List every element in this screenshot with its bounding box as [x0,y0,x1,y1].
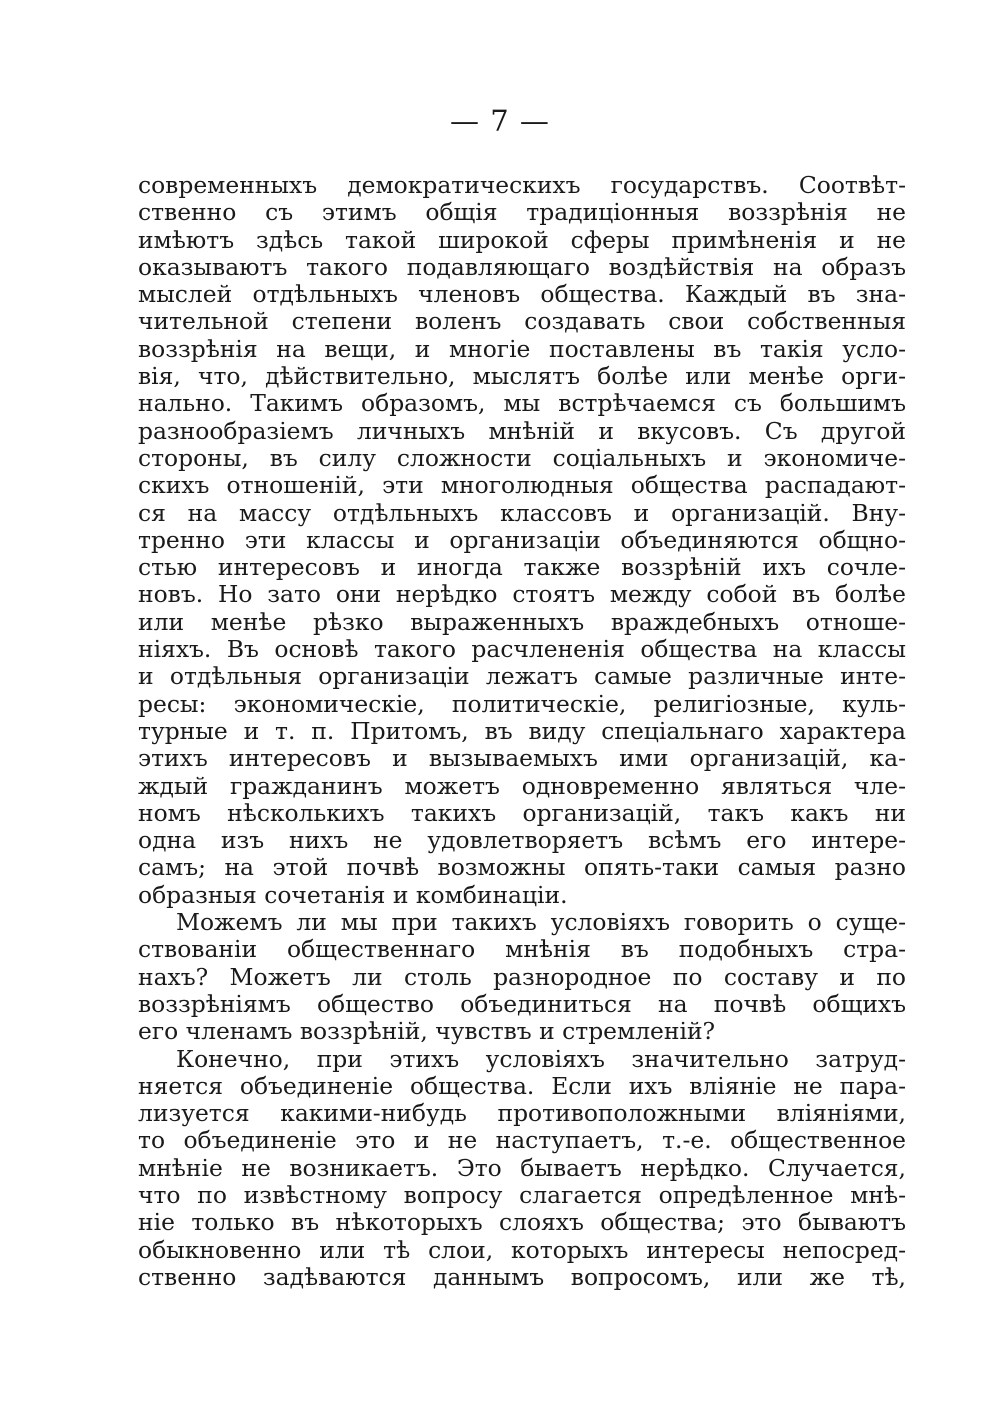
text-line: что по извѣстному вопросу слагается опредѣленное мнѣ- [138,1180,906,1209]
text-line: стороны, въ силу сложности соціальныхъ и экономиче- [138,443,906,472]
text-line: новъ. Но зато они нерѣдко стоятъ между собой въ болѣе [138,580,906,609]
text-line: скихъ отношеній, эти многолюдныя общества распадают- [138,471,906,500]
text-line: лизуется какими-нибудь противоположными вліяніями, [138,1099,906,1128]
text-line: его членамъ воззрѣній, чувствъ и стремленій? [138,1017,716,1046]
text-line: ніе только въ нѣкоторыхъ слояхъ общества; это бываютъ [138,1208,906,1237]
text-line: одна изъ нихъ не удовлетворяетъ всѣмъ его интере- [138,826,906,855]
text-line: няется объединеніе общества. Если ихъ вліяніе не пара- [138,1071,906,1100]
text-line: стью интересовъ и иногда также воззрѣній ихъ сочле- [138,553,906,582]
text-line: ствованіи общественнаго мнѣнія въ подобныхъ стра- [138,935,906,964]
text-line: чительной степени воленъ создавать свои собственныя [138,307,906,336]
text-line: номъ нѣсколькихъ такихъ организацій, такъ какъ ни [138,798,906,827]
text-line: разнообразіемъ личныхъ мнѣній и вкусовъ. Съ другой [138,416,906,445]
text-line: самъ; на этой почвѣ возможны опять-таки самыя разно [138,853,906,882]
page-number: — 7 — [450,104,550,138]
text-line: современныхъ демократическихъ государствъ. Соотвѣт- [138,171,906,199]
text-line: то объединеніе это и не наступаетъ, т.-е. общественное [138,1126,906,1155]
text-line: ресы: экономическіе, политическіе, религіозные, куль- [138,689,906,718]
text-line: турные и т. п. Притомъ, въ виду спеціальнаго характера [138,716,906,745]
text-line: ждый гражданинъ можетъ одновременно являться чле- [138,771,906,800]
text-line: ніяхъ. Въ основѣ такого расчлененія общества на классы [138,635,906,664]
body-text [138,172,906,1291]
text-line: имѣютъ здѣсь такой широкой сферы примѣненія и не [138,225,906,254]
text-line: Можемъ ли мы при такихъ условіяхъ говорить о суще- [176,908,906,937]
text-line: и отдѣльныя организаціи лежатъ самые различные инте- [138,662,906,691]
text-line: мнѣніе не возникаетъ. Это бываетъ нерѣдко. Случается, [138,1153,906,1182]
text-line: вія, что, дѣйствительно, мыслятъ болѣе или менѣе орги- [138,362,906,391]
text-line: или менѣе рѣзко выраженныхъ враждебныхъ отноше- [138,607,906,636]
text-line: оказываютъ такого подавляющаго воздѣйствія на образъ [138,252,906,281]
text-line: воззрѣнія на вещи, и многіе поставлены въ такія усло- [138,334,906,363]
text-line: ся на массу отдѣльныхъ классовъ и организацій. Вну- [138,498,906,527]
text-line: мыслей отдѣльныхъ членовъ общества. Каждый въ зна- [138,280,906,309]
text-line: нахъ? Можетъ ли столь разнородное по составу и по [138,962,906,991]
text-line: нально. Такимъ образомъ, мы встрѣчаемся съ большимъ [138,389,906,418]
text-line: обыкновенно или тѣ слои, которыхъ интересы непосред- [138,1235,906,1264]
text-line: ственно задѣваются даннымъ вопросомъ, или же тѣ, [138,1262,906,1291]
text-line: этихъ интересовъ и вызываемыхъ ими организацій, ка- [138,744,906,773]
text-line: тренно эти классы и организаціи объединяются общно- [138,525,906,554]
text-line: Конечно, при этихъ условіяхъ значительно затруд- [176,1044,906,1073]
text-line: ственно съ этимъ общія традиціонныя воззрѣнія не [138,198,906,227]
text-line: образныя сочетанія и комбинаціи. [138,880,568,909]
text-line: воззрѣніямъ общество объединиться на почвѣ общихъ [138,989,906,1018]
